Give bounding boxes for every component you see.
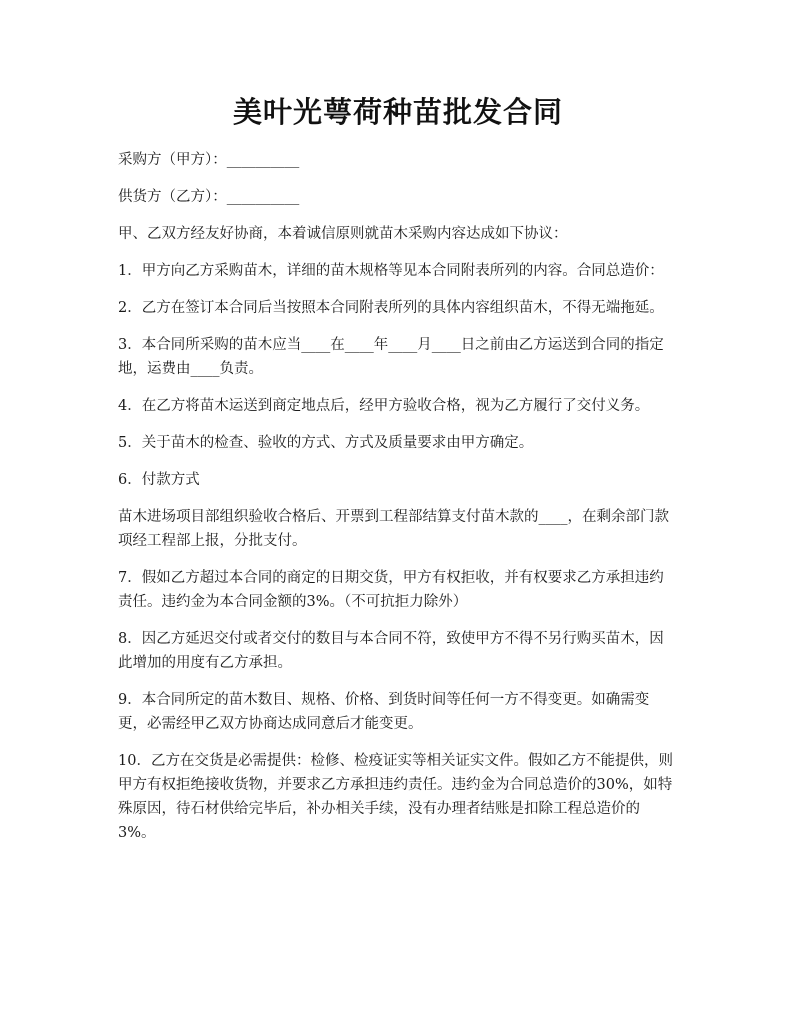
clause-7: 7．假如乙方超过本合同的商定的日期交货，甲方有权拒收，并有权要求乙方承担违约责任。违约金为本合同金额的3%。（不可抗拒力除外） bbox=[118, 570, 664, 610]
party-b-line: 供货方（乙方）：__________ bbox=[118, 189, 300, 205]
clause-6-heading: 6．付款方式 bbox=[118, 472, 200, 488]
clause-8: 8．因乙方延迟交付或者交付的数目与本合同不符，致使甲方不得不另行购买苗木，因此增加的用度有乙方承担。 bbox=[118, 631, 664, 671]
clause-10: 10．乙方在交货是必需提供：检修、检疫证实等相关证实文件。假如乙方不能提供，则甲方有权拒绝接收货物，并要求乙方承担违约责任。违约金为合同总造价的30%，如特殊原因，待石材供给完毕后，补办相关手续，没有办理者结账是扣除工程总造价的3%。 bbox=[118, 753, 673, 841]
clause-9: 9．本合同所定的苗木数目、规格、价格、到货时间等任何一方不得变更。如确需变更，必需经甲乙双方协商达成同意后才能变更。 bbox=[118, 692, 650, 732]
clause-2: 2．乙方在签订本合同后当按照本合同附表所列的具体内容组织苗木，不得无端拖延。 bbox=[118, 300, 664, 316]
document-title: 美叶光萼荷种苗批发合同 bbox=[232, 95, 563, 129]
clause-5: 5．关于苗木的检查、验收的方式、方式及质量要求由甲方确定。 bbox=[118, 435, 534, 451]
party-a-line: 采购方（甲方）：__________ bbox=[118, 152, 300, 168]
document-body bbox=[118, 148, 676, 858]
clause-6-body: 苗木进场项目部组织验收合格后、开票到工程部结算支付苗木款的____，在剩余部门款项经工程部上报，分批支付。 bbox=[118, 509, 669, 549]
clause-4: 4．在乙方将苗木运送到商定地点后，经甲方验收合格，视为乙方履行了交付义务。 bbox=[118, 398, 650, 414]
preamble-paragraph: 甲、乙双方经友好协商，本着诚信原则就苗木采购内容达成如下协议： bbox=[118, 226, 568, 242]
clause-3: 3．本合同所采购的苗木应当____在____年____月____日之前由乙方运送到合同的指定地，运费由____负责。 bbox=[118, 337, 664, 377]
clause-1: 1．甲方向乙方采购苗木，详细的苗木规格等见本合同附表所列的内容。合同总造价： bbox=[118, 263, 664, 279]
